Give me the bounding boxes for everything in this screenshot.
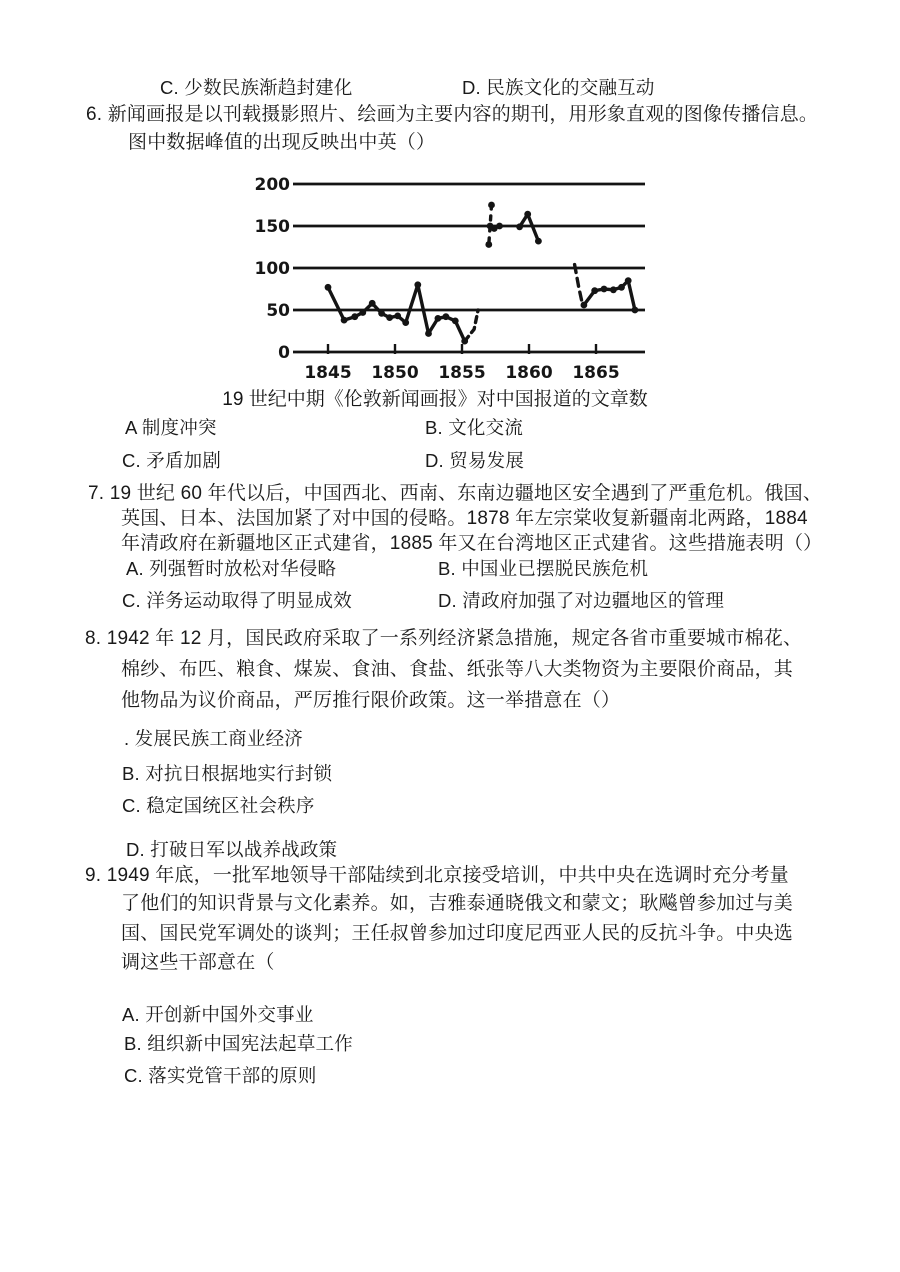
q9-stem-line-3: 国、国民党军调处的谈判；王任叔曾参加过印度尼西亚人民的反抗斗争。中央选: [121, 923, 794, 944]
svg-text:1860: 1860: [505, 363, 553, 383]
svg-text:1845: 1845: [304, 363, 352, 383]
q7-stem-line-1: 7. 19 世纪 60 年代以后，中国西北、西南、东南边疆地区安全遇到了严重危机。俄国、: [88, 483, 823, 504]
svg-text:0: 0: [278, 343, 290, 363]
svg-text:1850: 1850: [371, 363, 419, 383]
q5-option-d: D. 民族文化的交融互动: [462, 77, 655, 98]
chart-caption: 19 世纪中期《伦敦新闻画报》对中国报道的文章数: [222, 389, 648, 410]
svg-text:1855: 1855: [438, 363, 486, 383]
q6-option-b: B. 文化交流: [425, 417, 524, 438]
q9-stem-line-1: 9. 1949 年底，一批军地领导干部陆续到北京接受培训，中共中央在选调时充分考量: [85, 865, 789, 886]
svg-text:100: 100: [255, 259, 290, 279]
q5-option-c: C. 少数民族渐趋封建化: [160, 77, 353, 98]
q7-stem-line-3: 年清政府在新疆地区正式建省，1885 年又在台湾地区正式建省。这些措施表明（）: [121, 533, 823, 554]
q6-stem-line-1: 6. 新闻画报是以刊载摄影照片、绘画为主要内容的期刊，用形象直观的图像传播信息。: [86, 104, 819, 125]
q7-stem-line-2: 英国、日本、法国加紧了对中国的侵略。1878 年左宗棠收复新疆南北两路，1884: [121, 508, 808, 529]
svg-text:50: 50: [266, 301, 290, 321]
q7-option-b: B. 中国业已摆脱民族危机: [438, 558, 649, 579]
q6-stem-line-2: 图中数据峰值的出现反映出中英（）: [128, 132, 436, 153]
q8-stem-line-3: 他物品为议价商品，严厉推行限价政策。这一举措意在（）: [121, 690, 621, 711]
q9-option-b: B. 组织新中国宪法起草工作: [124, 1033, 353, 1054]
q9-stem-line-2: 了他们的知识背景与文化素养。如，吉雅泰通晓俄文和蒙文；耿飚曾参加过与美: [121, 893, 794, 914]
china-reports-line-chart: [255, 166, 665, 390]
q8-stem-line-1: 8. 1942 年 12 月，国民政府采取了一系列经济紧急措施，规定各省市重要城市棉花、: [85, 628, 803, 649]
q9-option-a: A. 开创新中国外交事业: [122, 1004, 314, 1025]
q9-option-c: C. 落实党管干部的原则: [124, 1065, 317, 1086]
q7-option-a: A. 列强暂时放松对华侵略: [126, 558, 337, 579]
q9-stem-line-4: 调这些干部意在（: [121, 952, 275, 973]
q6-option-d: D. 贸易发展: [425, 450, 525, 471]
q7-option-d: D. 清政府加强了对边疆地区的管理: [438, 590, 725, 611]
q8-option-a: . 发展民族工商业经济: [124, 728, 303, 749]
q8-stem-line-2: 棉纱、布匹、粮食、煤炭、食油、食盐、纸张等八大类物资为主要限价商品，其: [121, 659, 794, 680]
q6-option-a: A 制度冲突: [125, 417, 217, 438]
q7-option-c: C. 洋务运动取得了明显成效: [122, 590, 352, 611]
q8-option-d: D. 打破日军以战养战政策: [126, 839, 338, 860]
svg-text:1865: 1865: [572, 363, 620, 383]
q6-option-c: C. 矛盾加剧: [122, 450, 222, 471]
q8-option-b: B. 对抗日根据地实行封锁: [122, 763, 333, 784]
svg-text:150: 150: [255, 217, 290, 237]
svg-text:200: 200: [255, 175, 290, 195]
q8-option-c: C. 稳定国统区社会秩序: [122, 795, 315, 816]
